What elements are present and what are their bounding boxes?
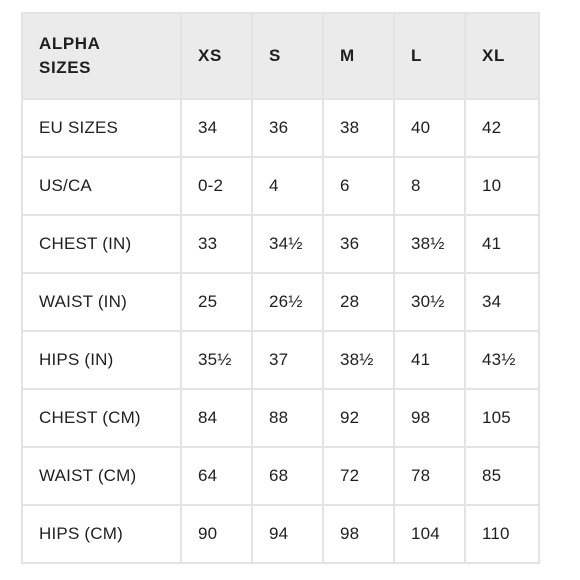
row-label: EU SIZES — [22, 99, 181, 157]
row-label: WAIST (CM) — [22, 447, 181, 505]
table-cell: 94 — [252, 505, 323, 563]
table-cell: 72 — [323, 447, 394, 505]
table-cell: 38 — [323, 99, 394, 157]
corner-header — [22, 13, 181, 99]
size-chart-container — [21, 12, 540, 564]
table-cell: 98 — [394, 389, 465, 447]
table-cell: 105 — [465, 389, 539, 447]
row-label: CHEST (IN) — [22, 215, 181, 273]
table-cell: 68 — [252, 447, 323, 505]
row-label: HIPS (CM) — [22, 505, 181, 563]
table-cell: 78 — [394, 447, 465, 505]
table-cell: 41 — [465, 215, 539, 273]
table-cell: 90 — [181, 505, 252, 563]
table-cell: 40 — [394, 99, 465, 157]
table-cell: 26½ — [252, 273, 323, 331]
table-cell: 35½ — [181, 331, 252, 389]
table-cell: 88 — [252, 389, 323, 447]
table-cell: 98 — [323, 505, 394, 563]
table-cell: 37 — [252, 331, 323, 389]
table-row — [22, 447, 539, 505]
table-cell: 34½ — [252, 215, 323, 273]
table-cell: 64 — [181, 447, 252, 505]
row-label: HIPS (IN) — [22, 331, 181, 389]
table-row — [22, 505, 539, 563]
size-header-xs: XS — [181, 13, 252, 99]
table-cell: 85 — [465, 447, 539, 505]
table-cell: 0-2 — [181, 157, 252, 215]
table-row — [22, 157, 539, 215]
table-cell: 34 — [465, 273, 539, 331]
table-cell: 33 — [181, 215, 252, 273]
table-cell: 38½ — [323, 331, 394, 389]
table-row — [22, 331, 539, 389]
table-row — [22, 99, 539, 157]
table-cell: 104 — [394, 505, 465, 563]
table-row — [22, 215, 539, 273]
table-cell: 36 — [323, 215, 394, 273]
size-header-xl: XL — [465, 13, 539, 99]
table-row — [22, 389, 539, 447]
size-header-l: L — [394, 13, 465, 99]
table-cell: 38½ — [394, 215, 465, 273]
table-cell: 42 — [465, 99, 539, 157]
header-row — [22, 13, 539, 99]
size-header-s: S — [252, 13, 323, 99]
table-cell: 30½ — [394, 273, 465, 331]
size-header-m: M — [323, 13, 394, 99]
table-cell: 4 — [252, 157, 323, 215]
size-chart-table — [21, 12, 540, 564]
table-cell: 28 — [323, 273, 394, 331]
table-cell: 84 — [181, 389, 252, 447]
table-row — [22, 273, 539, 331]
table-cell: 25 — [181, 273, 252, 331]
table-cell: 34 — [181, 99, 252, 157]
row-label: WAIST (IN) — [22, 273, 181, 331]
row-label: US/CA — [22, 157, 181, 215]
table-cell: 36 — [252, 99, 323, 157]
row-label: CHEST (CM) — [22, 389, 181, 447]
table-cell: 110 — [465, 505, 539, 563]
table-cell: 8 — [394, 157, 465, 215]
corner-header-line2: SIZES — [39, 58, 92, 77]
corner-header-line1: ALPHA — [39, 34, 101, 53]
table-cell: 41 — [394, 331, 465, 389]
table-cell: 6 — [323, 157, 394, 215]
table-cell: 92 — [323, 389, 394, 447]
table-cell: 43½ — [465, 331, 539, 389]
table-cell: 10 — [465, 157, 539, 215]
